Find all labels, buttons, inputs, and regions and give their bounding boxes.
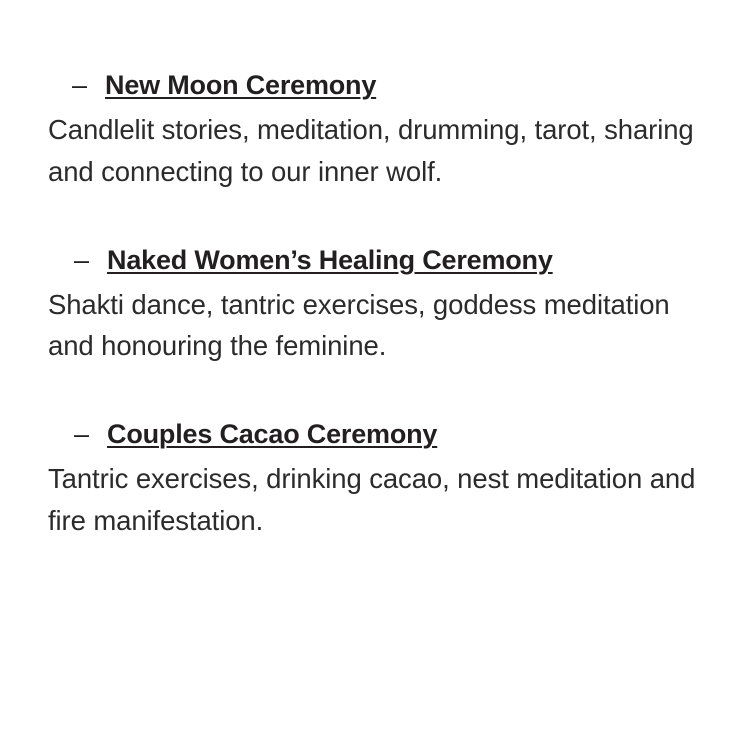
list-item-heading bbox=[48, 419, 698, 450]
list-item-title: New Moon Ceremony bbox=[105, 70, 377, 100]
list-item-title: Naked Women’s Healing Ceremony bbox=[107, 244, 553, 275]
list-item bbox=[48, 70, 698, 193]
list-item-description: Tantric exercises, drinking cacao, nest meditation and fire manifestation. bbox=[48, 463, 696, 536]
list-item-description: Candlelit stories, meditation, drumming, tarot, sharing and connecting to our inner wolf. bbox=[48, 114, 694, 187]
bullet-dash-icon: – bbox=[74, 419, 90, 450]
list-item bbox=[48, 419, 698, 542]
list-item-heading bbox=[48, 70, 698, 101]
bullet-dash-icon: – bbox=[72, 70, 88, 100]
bullet-dash-icon: – bbox=[74, 244, 90, 275]
list-item-description: Shakti dance, tantric exercises, goddess meditation and honouring the feminine. bbox=[48, 288, 670, 362]
list-item-heading bbox=[48, 245, 698, 276]
list-item-title: Couples Cacao Ceremony bbox=[107, 419, 438, 450]
list-item bbox=[48, 245, 698, 368]
